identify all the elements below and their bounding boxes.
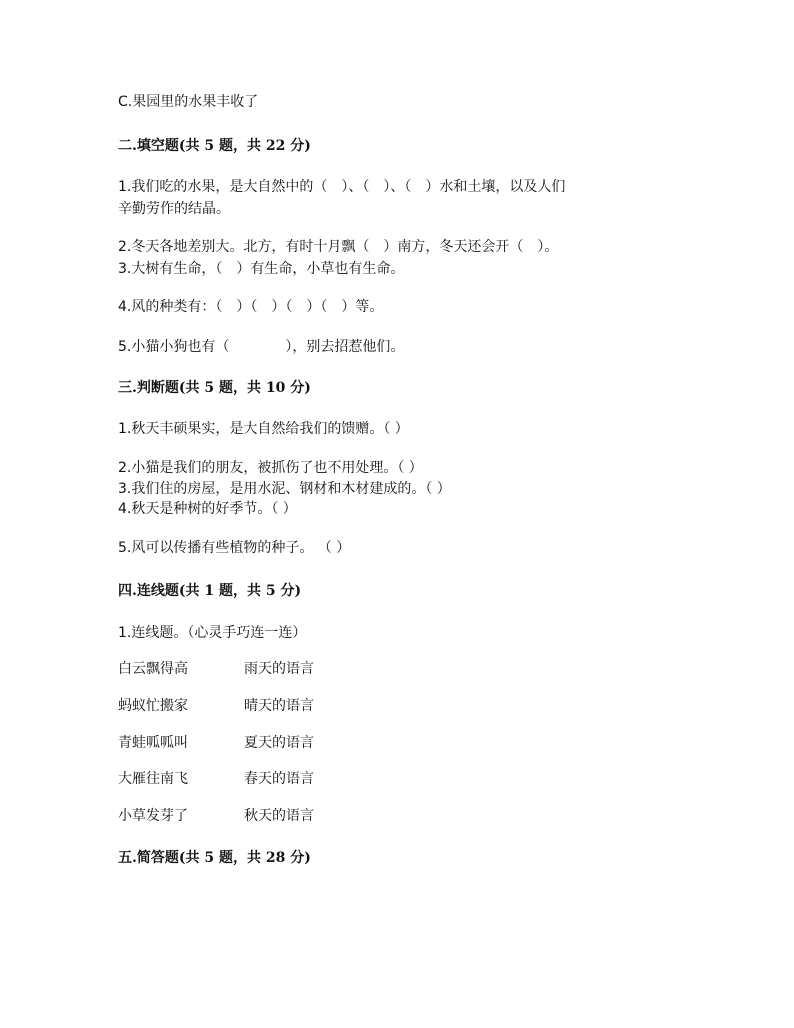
fill-blank-section-heading: 二.填空题(共 5 题，共 22 分) — [118, 138, 311, 154]
fill-question-1-line-1: 1.我们吃的水果，是大自然中的（ ）、（ ）、（ ）水和土壤，以及人们 — [118, 179, 566, 195]
judge-question-2: 2.小猫是我们的朋友，被抓伤了也不用处理。（ ） — [118, 460, 423, 476]
judge-question-5: 5.风可以传播有些植物的种子。 （ ） — [118, 540, 351, 556]
fill-question-2: 2.冬天各地差别大。北方，有时十月飘（ ）南方，冬天还会开（ ）。 — [118, 239, 559, 255]
match-right-item: 雨天的语言 — [244, 661, 314, 677]
short-answer-section-heading: 五.简答题(共 5 题，共 28 分) — [118, 850, 311, 866]
match-left-item: 蚂蚁忙搬家 — [118, 698, 188, 714]
match-question-1: 1.连线题。（心灵手巧连一连） — [118, 625, 307, 641]
judge-section-heading: 三.判断题(共 5 题，共 10 分) — [118, 380, 311, 396]
match-section-heading: 四.连线题(共 1 题，共 5 分) — [118, 583, 302, 599]
match-left-item: 大雁往南飞 — [118, 771, 188, 787]
match-right-item: 晴天的语言 — [244, 698, 314, 714]
previous-option-c: C.果园里的水果丰收了 — [118, 94, 259, 110]
fill-question-5: 5.小猫小狗也有（ ），别去招惹他们。 — [118, 339, 405, 355]
match-left-item: 白云飘得高 — [118, 661, 188, 677]
match-right-item: 春天的语言 — [244, 771, 314, 787]
match-right-item: 秋天的语言 — [244, 808, 314, 824]
judge-question-4: 4.秋天是种树的好季节。（ ） — [118, 501, 297, 517]
match-left-item: 小草发芽了 — [118, 808, 188, 824]
judge-question-3: 3.我们住的房屋，是用水泥、钢材和木材建成的。（ ） — [118, 481, 451, 497]
fill-question-3: 3.大树有生命，（ ）有生命，小草也有生命。 — [118, 261, 405, 277]
match-left-item: 青蛙呱呱叫 — [118, 735, 188, 751]
fill-question-1-line-2: 辛勤劳作的结晶。 — [118, 201, 230, 217]
judge-question-1: 1.秋天丰硕果实，是大自然给我们的馈赠。（ ） — [118, 421, 409, 437]
fill-question-4: 4.风的种类有：（ ）（ ）（ ）（ ）等。 — [118, 299, 384, 315]
match-right-item: 夏天的语言 — [244, 735, 314, 751]
